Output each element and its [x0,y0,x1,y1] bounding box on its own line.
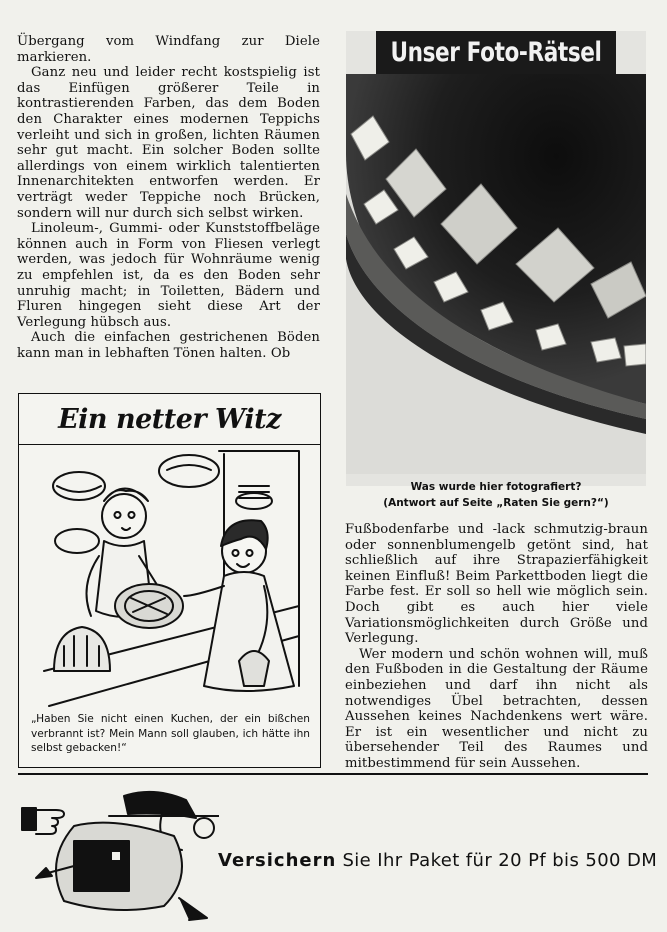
right-text-column [345,522,648,772]
joke-caption: „Haben Sie nicht einen Kuchen, der ein bißchen verbrannt ist? Mein Mann soll glauben, ich hätte ihn selbst gebacken!“ [31,713,310,754]
left-paragraph-4: Auch die einfachen gestrichenen Böden kann man in lebhaften Tönen halten. Ob [17,330,320,361]
left-paragraph-3: Linoleum-, Gummi- oder Kunststoffbeläge können auch in Form von Fliesen verlegt werden, was jedoch für Wohnräume wenig zu empfehlen ist, da es den Boden sehr unruhig macht; in Toiletten, Bädern und Fluren hingegen sieht diese Art der Verlegung hübsch aus. [17,221,320,330]
pointing-hand-icon [22,808,64,834]
ad-headline: Versichern [218,850,337,871]
horizontal-rule [18,773,648,775]
photo-riddle-caption [346,479,646,511]
insurance-ad-text [218,850,658,871]
left-text-column [17,34,320,361]
joke-box [18,393,321,768]
photo-riddle-title: Unser Foto-Rätsel [376,31,616,74]
riddle-photo [346,74,646,474]
left-paragraph-1: Übergang vom Windfang zur Diele markieren. [17,34,320,65]
photo-caption-question: Was wurde hier fotografiert? [410,481,582,493]
photo-riddle-box [346,31,646,509]
right-paragraph-1: Fußbodenfarbe und -lack schmutzig-braun oder sonnenblumengelb getönt sind, hat schließlich auf ihre Strapazierfähigkeit keinen Einfluß! Beim Parkettboden liegt die Farbe fest. Er soll so hell wie möglich sein. Doch gibt es auch hier viele Variationsmöglichkeiten durch Größe und Verlegung. [345,522,648,647]
ad-body: Sie Ihr Paket für 20 Pf bis 500 DM [342,850,658,871]
photo-caption-reference: (Antwort auf Seite „Raten Sie gern?“) [383,497,609,509]
joke-title: Ein netter Witz [19,394,320,445]
left-paragraph-2: Ganz neu und leider recht kostspielig ist das Einfügen größerer Teile in kontrastierenden Farben, das dem Boden den Charakter eines modernen Teppichs verleiht und sich in großen, lichten Räumen sehr gut macht. Ein solcher Boden sollte allerdings von einem wirklich talentierten Innenarchitekten entworfen werden. Er verträgt weder Teppiche noch Brücken, sondern will nur durch sich selbst wirken. [17,65,320,221]
joke-cartoon [19,446,319,716]
right-paragraph-2: Wer modern und schön wohnen will, muß den Fußboden in die Gestaltung der Räume einbeziehen und darf ihn nicht als notwendiges Übel betrachten, dessen Aussehen keines Nachdenkens wert wäre. Er ist ein wesentlicher und nicht zu übersehender Teil des Raumes und mitbestimmend für sein Aussehen. [345,646,648,771]
parcel-thief-illustration [14,786,219,926]
